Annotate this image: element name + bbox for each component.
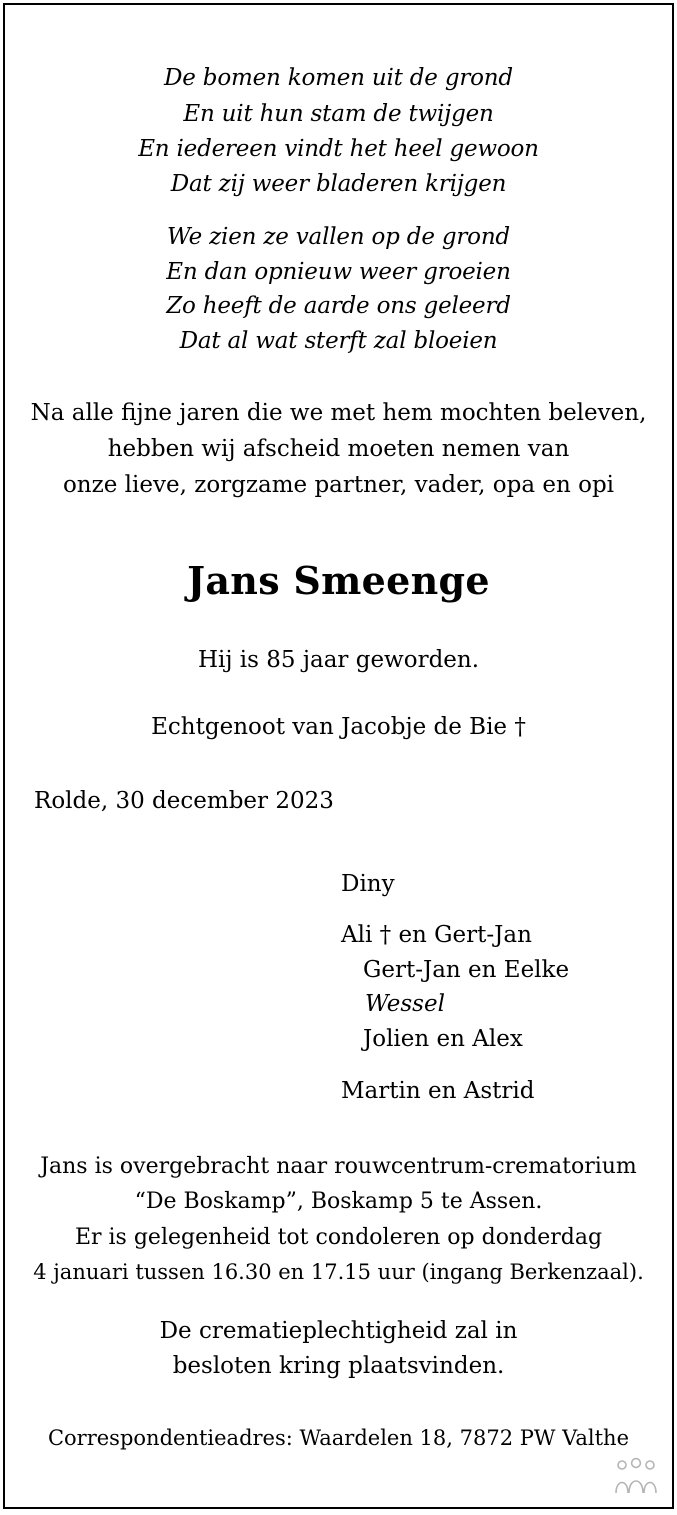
arrangements-line: “De Boskamp”, Boskamp 5 te Assen. bbox=[134, 1189, 543, 1214]
poem-line: We zien ze vallen op de grond bbox=[167, 224, 510, 250]
poem-line: Zo heeft de aarde ons geleerd bbox=[166, 293, 511, 319]
family-member: Gert-Jan en Eelke bbox=[363, 957, 570, 983]
family-member: Diny bbox=[341, 871, 395, 897]
family-member: Ali † en Gert-Jan bbox=[341, 922, 532, 948]
poem-line: En iedereen vindt het heel gewoon bbox=[138, 136, 539, 162]
family-member: Jolien en Alex bbox=[363, 1026, 523, 1052]
poem-line: De bomen komen uit de grond bbox=[164, 65, 513, 91]
place-date: Rolde, 30 december 2023 bbox=[34, 788, 334, 814]
ceremony-line: besloten kring plaatsvinden. bbox=[172, 1353, 505, 1379]
intro-line: Na alle fijne jaren die we met hem mochten beleven, bbox=[30, 400, 647, 426]
arrangements-line: Jans is overgebracht naar rouwcentrum-crematorium bbox=[40, 1154, 637, 1179]
poem-line: Dat al wat sterft zal bloeien bbox=[179, 328, 498, 354]
family-member: Martin en Astrid bbox=[341, 1078, 535, 1104]
correspondence-address: Correspondentieadres: Waardelen 18, 7872 PW Valthe bbox=[47, 1426, 630, 1450]
arrangements-line: Er is gelegenheid tot condoleren op donderdag bbox=[74, 1225, 603, 1250]
poem-line: En uit hun stam de twijgen bbox=[183, 101, 494, 127]
obituary-card bbox=[3, 3, 674, 1509]
intro-line: hebben wij afscheid moeten nemen van bbox=[107, 436, 570, 462]
intro-line: onze lieve, zorgzame partner, vader, opa en opi bbox=[62, 472, 615, 498]
age-text: Hij is 85 jaar geworden. bbox=[197, 647, 480, 673]
spouse-text: Echtgenoot van Jacobje de Bie † bbox=[151, 714, 526, 740]
ceremony-line: De crematieplechtigheid zal in bbox=[159, 1318, 518, 1344]
poem-line: Dat zij weer bladeren krijgen bbox=[170, 171, 507, 197]
arrangements-line: 4 januari tussen 16.30 en 17.15 uur (ingang Berkenzaal). bbox=[33, 1260, 644, 1284]
family-member: Wessel bbox=[365, 991, 445, 1017]
deceased-name: Jans Smeenge bbox=[187, 558, 490, 603]
poem-line: En dan opnieuw weer groeien bbox=[166, 259, 511, 285]
people-group-icon bbox=[614, 1457, 658, 1497]
